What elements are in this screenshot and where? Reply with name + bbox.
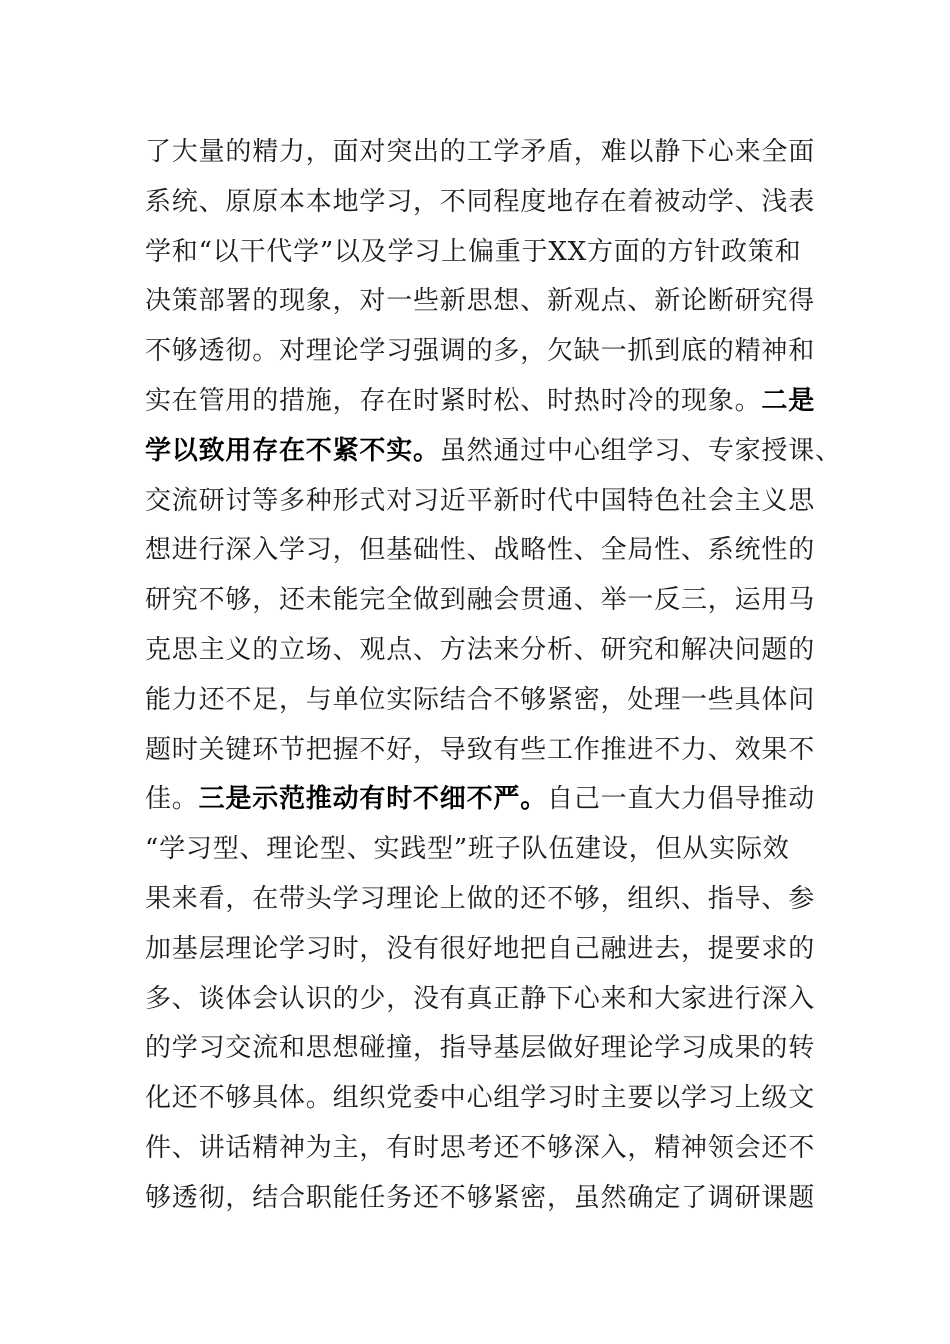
text-line: [145, 277, 825, 327]
text-line: [145, 726, 825, 776]
bold-heading-text: 学以致用存在不紧不实。: [145, 435, 440, 466]
paragraph-text: 交流研讨等多种形式对习近平新时代中国特色社会主义思: [145, 485, 816, 516]
text-line: [145, 526, 825, 576]
text-line: [145, 975, 825, 1025]
paragraph-text: 够透彻，结合职能任务还不够紧密，虽然确定了调研课题: [145, 1182, 816, 1213]
paragraph-text: 自己一直大力倡导推动: [547, 784, 816, 815]
text-line: [145, 825, 825, 875]
paragraph-text: 多、谈体会认识的少，没有真正静下心来和大家进行深入: [145, 983, 816, 1014]
text-line: [145, 327, 825, 377]
paragraph-text: 决策部署的现象，对一些新思想、新观点、新论断研究得: [145, 286, 816, 317]
text-line: [145, 128, 825, 178]
paragraph-text: 题时关键环节把握不好，导致有些工作推进不力、效果不: [145, 734, 816, 765]
paragraph-text: 虽然通过中心组学习、专家授课、: [439, 435, 842, 466]
text-line: [145, 377, 825, 427]
text-line: [145, 1074, 825, 1124]
text-line: [145, 925, 825, 975]
text-line: [145, 875, 825, 925]
paragraph-text: 佳。: [145, 784, 199, 815]
paragraph-text: 的学习交流和思想碰撞，指导基层做好理论学习成果的转: [145, 1033, 816, 1064]
paragraph-text: 加基层理论学习时，没有很好地把自己融进去，提要求的: [145, 933, 816, 964]
paragraph-text: 系统、原原本本地学习，不同程度地存在着被动学、浅表: [145, 186, 816, 217]
text-line: [145, 775, 825, 825]
text-line: [145, 1124, 825, 1174]
text-line: [145, 576, 825, 626]
paragraph-text: “学习型、理论型、实践型”班子队伍建设，但从实际效: [145, 834, 790, 865]
paragraph-text: 化还不够具体。组织党委中心组学习时主要以学习上级文: [145, 1083, 816, 1114]
paragraph-text: 件、讲话精神为主，有时思考还不够深入，精神领会还不: [145, 1132, 816, 1163]
paragraph-text: 能力还不足，与单位实际结合不够紧密，处理一些具体问: [145, 684, 816, 715]
bold-heading-text: 三是示范推动有时不细不严。: [198, 784, 548, 815]
paragraph-text: 学和“以干代学”以及学习上偏重于XX方面的方针政策和: [145, 236, 802, 267]
text-line: [145, 1024, 825, 1074]
paragraph-text: 实在管用的措施，存在时紧时松、时热时冷的现象。: [145, 385, 762, 416]
text-line: [145, 178, 825, 228]
bold-heading-text: 二是: [761, 385, 816, 416]
paragraph-text: 想进行深入学习，但基础性、战略性、全局性、系统性的: [145, 535, 816, 566]
body-text: [145, 128, 842, 1224]
text-line: [145, 228, 825, 278]
text-line: [145, 626, 825, 676]
text-line: [145, 1174, 825, 1224]
paragraph-text: 研究不够，还未能完全做到融会贯通、举一反三，运用马: [145, 585, 816, 616]
paragraph-text: 克思主义的立场、观点、方法来分析、研究和解决问题的: [145, 634, 816, 665]
text-line: [145, 427, 842, 477]
paragraph-text: 了大量的精力，面对突出的工学矛盾，难以静下心来全面: [145, 137, 816, 167]
paragraph-text: 果来看，在带头学习理论上做的还不够，组织、指导、参: [145, 883, 816, 914]
paragraph-text: 不够透彻。对理论学习强调的多，欠缺一抓到底的精神和: [145, 336, 816, 367]
text-line: [145, 676, 825, 726]
text-line: [145, 477, 825, 527]
